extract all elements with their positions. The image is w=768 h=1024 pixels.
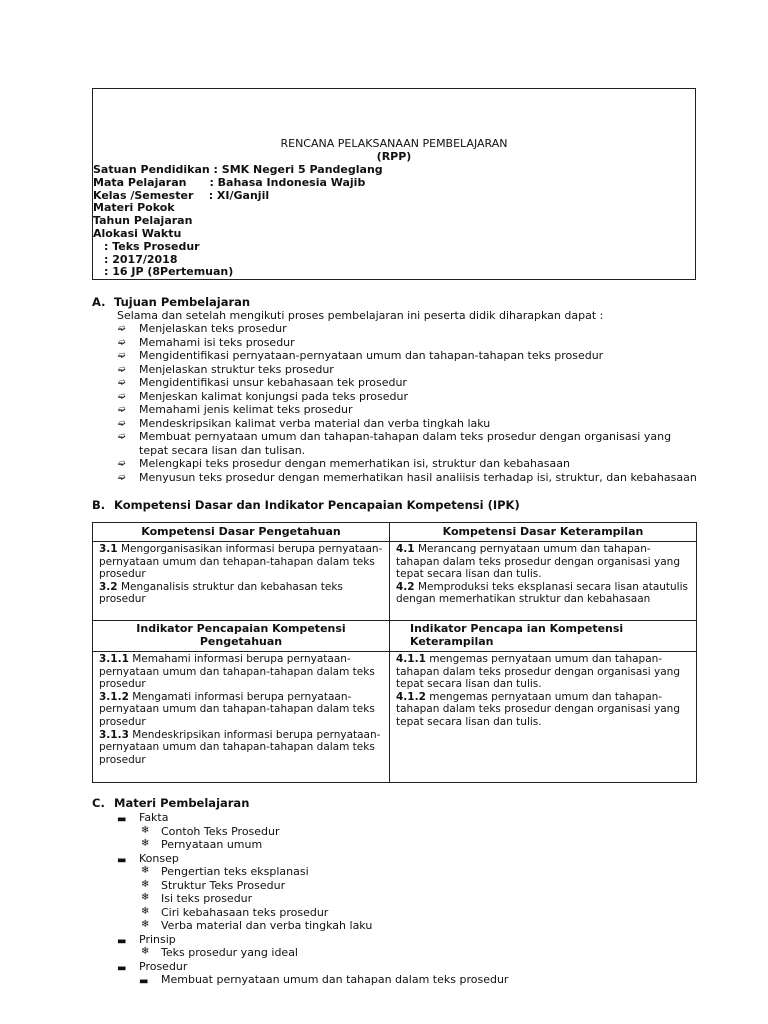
list-item (117, 865, 508, 879)
list-item (117, 376, 699, 390)
star-bullet-icon: ❄ (141, 865, 150, 876)
table-cell (390, 652, 697, 783)
list-item-text: Menyusun teks prosedur dengan memerhatikan hasil analiisis terhadap isi, struktur, dan kebahasaan (139, 470, 697, 484)
list-item (117, 417, 699, 431)
arrow-bullet-icon: ➫ (118, 391, 126, 402)
list-item (117, 457, 699, 471)
arrow-bullet-icon: ➫ (118, 459, 126, 469)
arrow-bullet-icon: ➫ (118, 337, 126, 348)
category-label: Prosedur (139, 959, 188, 973)
section-letter: B. (92, 498, 106, 512)
table-row (93, 621, 697, 652)
indicator-code: 3.1.1 (99, 653, 129, 665)
list-item-text: Pengertian teks eksplanasi (161, 865, 309, 878)
arrow-bullet-icon: ➫ (118, 351, 126, 361)
arrow-bullet-icon: ➫ (118, 364, 126, 375)
table-row (93, 542, 697, 621)
list-item (117, 838, 508, 852)
competency-entry (396, 581, 690, 606)
list-item (117, 349, 699, 363)
table-cell (93, 542, 390, 621)
list-item-text: Ciri kebahasaan teks prosedur (161, 905, 329, 919)
table-row (93, 523, 697, 542)
list-item-text: Memahami jenis kelimat teks prosedur (139, 403, 353, 416)
list-item (117, 811, 508, 825)
info-value: : 16 JP (8Pertemuan) (104, 265, 234, 279)
materi-list (117, 811, 508, 987)
indicator-text: Mendeskripsikan informasi berupa pernyataan-pernyataan umum dan tahapan-tahapan dalam teks prosedur (99, 728, 381, 766)
table-cell (390, 542, 697, 621)
info-line: Kelas /Semester : XI/Ganjil (93, 188, 270, 202)
competency-entry (396, 543, 690, 581)
arrow-bullet-icon: ➫ (118, 405, 126, 415)
indicator-text: mengemas pernyataan umum dan tahapan-tahapan dalam teks prosedur dengan organisasi yang tepat secara lisan dan tulis. (396, 690, 680, 728)
star-bullet-icon: ❄ (141, 878, 150, 890)
category-label: Prinsip (139, 932, 176, 946)
info-line: Tahun Pelajaran (93, 214, 193, 228)
info-value-row (93, 253, 383, 266)
competency-text: Menganalisis struktur dan kebahasan teks prosedur (99, 580, 343, 606)
list-item-text: Menjelaskan teks prosedur (139, 322, 287, 335)
competency-code: 3.2 (99, 580, 118, 593)
dash-bullet-icon: ▬ (117, 935, 127, 947)
list-item-text: Struktur Teks Prosedur (161, 878, 286, 892)
arrow-bullet-icon: ➫ (118, 472, 126, 483)
arrow-bullet-icon: ➫ (118, 432, 126, 442)
section-letter: C. (92, 796, 105, 810)
info-value-row (93, 265, 383, 278)
table-header: Indikator Pencapaian Kompetensi Pengetahuan (93, 621, 390, 652)
dash-bullet-icon: ▬ (117, 854, 127, 866)
dash-bullet-icon: ▬ (117, 814, 127, 825)
objectives-list (117, 322, 699, 484)
list-item-text: Membuat pernyataan umum dan tahapan-tahapan dalam teks prosedur dengan organisasi yang tepat secara lisan dan tulisan. (139, 430, 672, 457)
competency-code: 4.1 (396, 543, 415, 555)
list-item (117, 825, 508, 839)
indicator-entry (99, 729, 383, 767)
section-c-heading (92, 797, 249, 811)
list-item-text: Mendeskripsikan kalimat verba material dan verba tingkah laku (139, 416, 491, 430)
section-letter: A. (92, 295, 106, 309)
star-bullet-icon: ❄ (141, 824, 150, 836)
info-line: Satuan Pendidikan : SMK Negeri 5 Pandeglang (93, 163, 383, 176)
category-label: Konsep (139, 851, 179, 865)
list-item (117, 336, 699, 350)
info-value: : Teks Prosedur (104, 239, 200, 253)
indicator-code: 3.1.2 (99, 690, 129, 703)
list-item (117, 973, 508, 987)
list-item-text: Verba material dan verba tingkah laku (161, 919, 373, 932)
competency-entry (99, 581, 383, 606)
list-item (117, 892, 508, 906)
list-item-text: Mengidentifikasi unsur kebahasaan tek prosedur (139, 376, 407, 389)
star-bullet-icon: ❄ (141, 892, 150, 903)
competency-table (92, 522, 697, 783)
competency-text: Merancang pernyataan umum dan tahapan-tahapan dalam teks prosedur dengan organisasi yang tepat secara lisan dan tulis. (396, 543, 680, 581)
list-item-text: Mengidentifikasi pernyataan-pernyataan umum dan tahapan-tahapan teks prosedur (139, 349, 604, 362)
dash-bullet-icon: ▬ (117, 962, 127, 974)
star-bullet-icon: ❄ (141, 905, 150, 917)
list-item (117, 946, 508, 960)
info-line: Alokasi Waktu (93, 226, 182, 240)
list-item (117, 363, 699, 377)
list-item-text: Contoh Teks Prosedur (161, 824, 280, 838)
list-item-text: Isi teks prosedur (161, 892, 253, 905)
arrow-bullet-icon: ➫ (118, 324, 126, 334)
arrow-bullet-icon: ➫ (118, 378, 126, 388)
section-a-heading (92, 296, 250, 310)
list-item (117, 403, 699, 417)
table-row (93, 652, 697, 783)
indicator-entry (99, 653, 383, 691)
category-label: Fakta (139, 811, 169, 824)
list-item (117, 879, 508, 893)
list-item (117, 960, 508, 974)
list-item-text: Melengkapi teks prosedur dengan memerhatikan isi, struktur dan kebahasaan (139, 457, 570, 470)
table-header: Kompetensi Dasar Keterampilan (390, 523, 697, 542)
info-value: : 2017/2018 (104, 252, 178, 266)
list-item (117, 430, 699, 457)
star-bullet-icon: ❄ (141, 919, 150, 930)
competency-entry (99, 543, 383, 581)
section-a-intro: Selama dan setelah mengikuti proses pembelajaran ini peserta didik diharapkan dapat : (117, 309, 604, 322)
dash-bullet-icon: ▬ (139, 976, 149, 987)
identity-info (93, 163, 383, 278)
list-item-text: Menjelaskan struktur teks prosedur (139, 362, 334, 376)
indicator-entry (396, 653, 690, 691)
table-header: Kompetensi Dasar Pengetahuan (93, 523, 390, 542)
competency-text: Memproduksi teks eksplanasi secara lisan atautulis dengan memerhatikan struktur dan kebahasaan (396, 580, 688, 606)
star-bullet-icon: ❄ (141, 838, 150, 849)
section-title: Kompetensi Dasar dan Indikator Pencapaian Kompetensi (IPK) (114, 498, 520, 512)
competency-code: 3.1 (99, 543, 118, 555)
indicator-code: 3.1.3 (99, 728, 129, 741)
indicator-code: 4.1.1 (396, 653, 426, 665)
indicator-entry (396, 691, 690, 729)
table-cell (93, 652, 390, 783)
table-header: Indikator Pencapa ian Kompetensi Keterampilan (390, 621, 697, 652)
list-item-text: Menjeskan kalimat konjungsi pada teks prosedur (139, 389, 409, 403)
info-value-row (93, 240, 383, 253)
list-item (117, 919, 508, 933)
section-title: Materi Pembelajaran (114, 796, 250, 810)
document-title: RENCANA PELAKSANAAN PEMBELAJARAN (280, 137, 508, 150)
list-item (117, 933, 508, 947)
list-item (117, 906, 508, 920)
list-item-text: Membuat pernyataan umum dan tahapan dalam teks prosedur (161, 973, 509, 986)
list-item (117, 390, 699, 404)
arrow-bullet-icon: ➫ (118, 418, 126, 429)
indicator-text: mengemas pernyataan umum dan tahapan-tahapan dalam teks prosedur dengan organisasi yang tepat secara lisan dan tulis. (396, 653, 680, 691)
competency-code: 4.2 (396, 580, 415, 593)
header-box (92, 88, 696, 280)
list-item-text: Pernyataan umum (161, 838, 263, 851)
competency-text: Mengorganisasikan informasi berupa pernyataan-pernyataan umum dan tehapan-tahapan dalam teks prosedur (99, 543, 383, 581)
list-item-text: Memahami isi teks prosedur (139, 335, 295, 349)
document-subtitle: (RPP) (376, 150, 412, 163)
list-item-text: Teks prosedur yang ideal (161, 946, 298, 959)
star-bullet-icon: ❄ (141, 946, 150, 957)
info-line: Mata Pelajaran : Bahasa Indonesia Wajib (93, 175, 366, 189)
section-b-heading (92, 499, 520, 513)
info-line: Materi Pokok (93, 201, 175, 215)
list-item (117, 852, 508, 866)
list-item (117, 322, 699, 336)
indicator-code: 4.1.2 (396, 690, 426, 703)
list-item (117, 471, 699, 485)
indicator-text: Mengamati informasi berupa pernyataan-pernyataan umum dan tahapan-tahapan dalam teks prosedur (99, 690, 375, 728)
indicator-entry (99, 691, 383, 729)
indicator-text: Memahami informasi berupa pernyataan-pernyataan umum dan tahapan-tahapan dalam teks prosedur (99, 653, 375, 691)
section-title: Tujuan Pembelajaran (114, 295, 251, 309)
